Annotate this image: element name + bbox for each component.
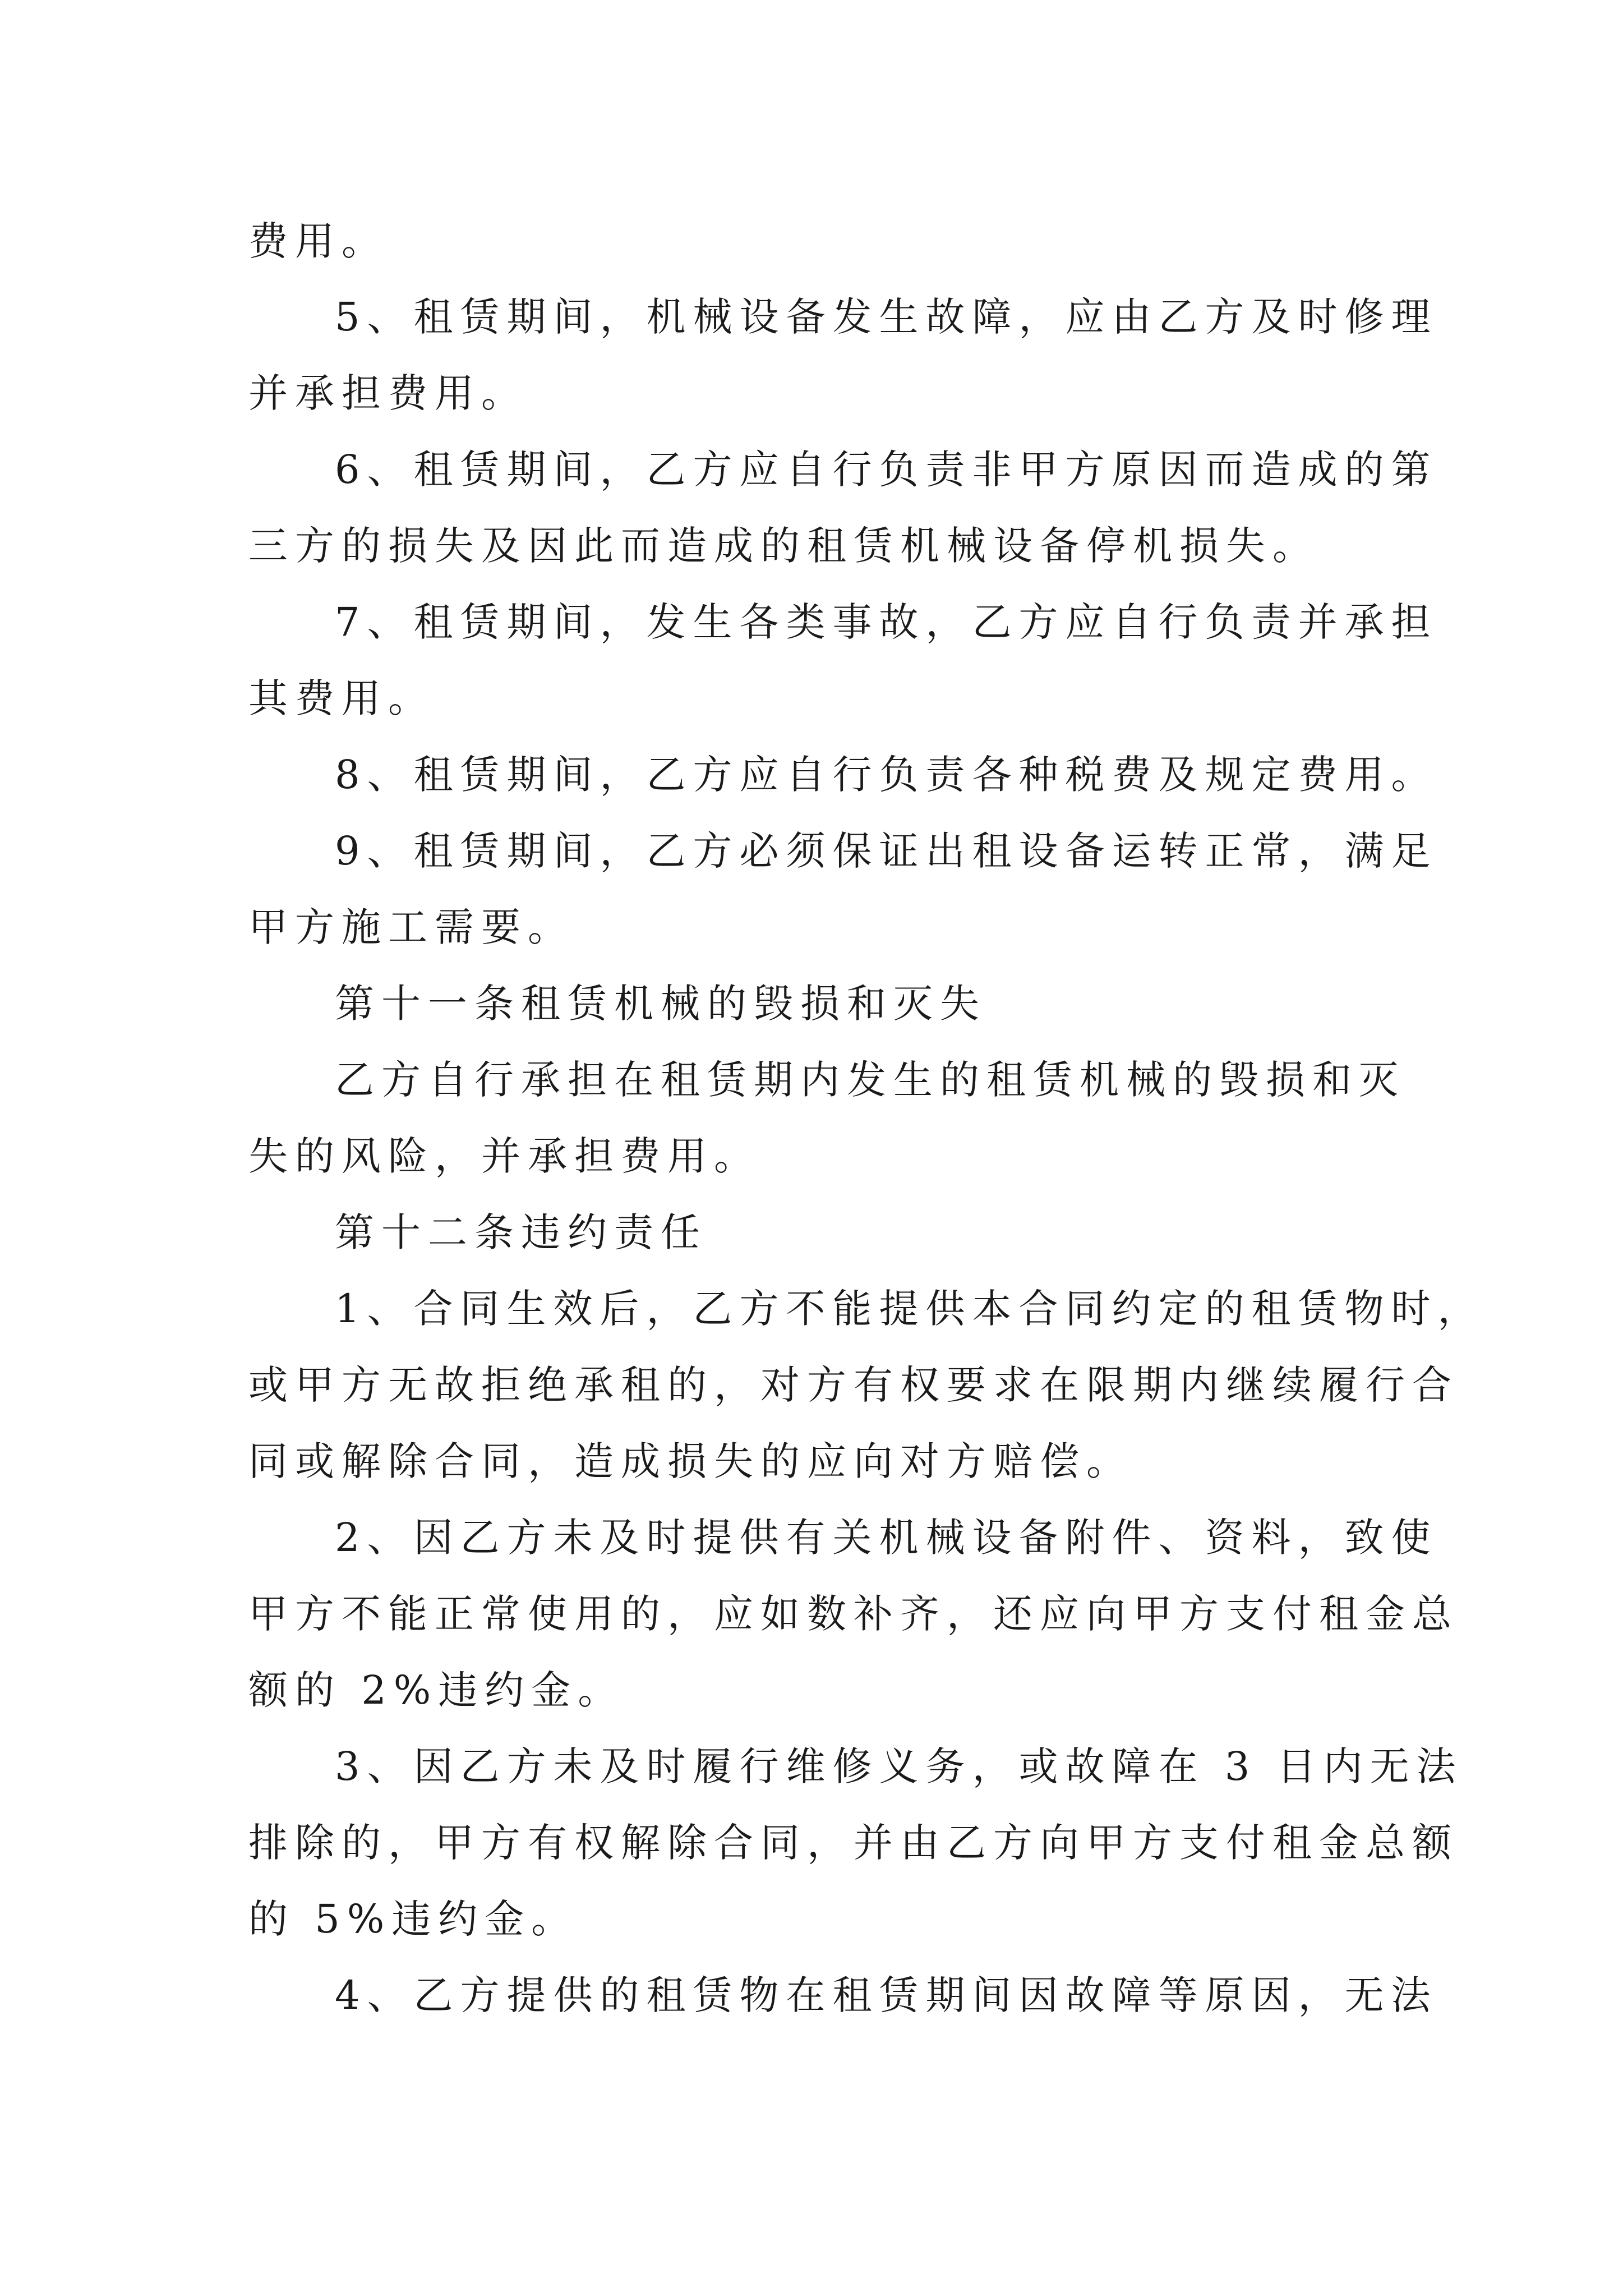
text-line: 6、租赁期间，乙方应自行负责非甲方原因而造成的第 — [335, 447, 1438, 493]
text-line: 排除的，甲方有权解除合同，并由乙方向甲方支付租金总额 — [248, 1820, 1459, 1866]
text-line: 甲方不能正常使用的，应如数补齐，还应向甲方支付租金总 — [248, 1591, 1459, 1637]
text-line: 的 5%违约金。 — [248, 1896, 578, 1942]
text-line: 其费用。 — [248, 675, 435, 721]
text-line: 乙方自行承担在租赁期内发生的租赁机械的毁损和灭 — [335, 1057, 1405, 1103]
section-heading: 第十二条违约责任 — [335, 1209, 707, 1255]
text-line: 2、因乙方未及时提供有关机械设备附件、资料，致使 — [335, 1515, 1438, 1561]
text-line: 8、租赁期间，乙方应自行负责各种税费及规定费用。 — [335, 752, 1438, 798]
section-heading: 第十一条租赁机械的毁损和灭失 — [335, 981, 986, 1027]
text-line: 1、合同生效后，乙方不能提供本合同约定的租赁物时， — [335, 1286, 1484, 1332]
text-line: 9、租赁期间，乙方必须保证出租设备运转正常，满足 — [335, 828, 1438, 874]
text-line: 失的风险，并承担费用。 — [248, 1133, 760, 1179]
text-line: 5、租赁期间，机械设备发生故障，应由乙方及时修理 — [335, 294, 1438, 340]
text-line: 或甲方无故拒绝承租的，对方有权要求在限期内继续履行合 — [248, 1362, 1459, 1408]
text-line: 费用。 — [248, 218, 388, 264]
text-line: 3、因乙方未及时履行维修义务，或故障在 3 日内无法 — [335, 1743, 1463, 1789]
text-line: 7、租赁期间，发生各类事故，乙方应自行负责并承担 — [335, 599, 1438, 645]
text-line: 三方的损失及因此而造成的租赁机械设备停机损失。 — [248, 523, 1319, 569]
text-line: 同或解除合同，造成损失的应向对方赔偿。 — [248, 1438, 1133, 1484]
text-line: 并承担费用。 — [248, 370, 528, 416]
text-line: 额的 2%违约金。 — [248, 1667, 625, 1713]
text-line: 4、乙方提供的租赁物在租赁期间因故障等原因，无法 — [335, 1972, 1438, 2018]
text-line: 甲方施工需要。 — [248, 904, 574, 950]
